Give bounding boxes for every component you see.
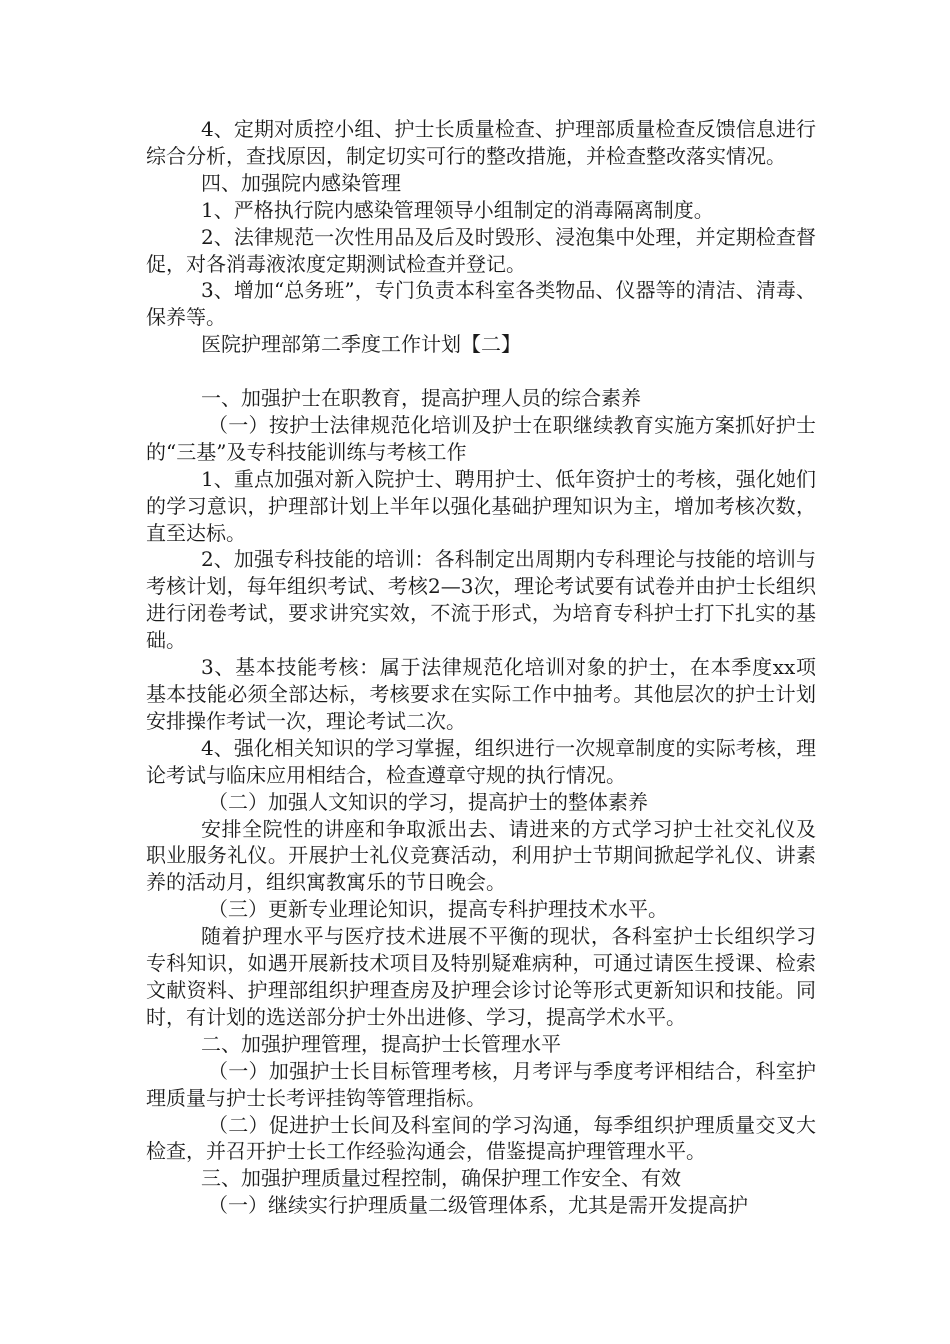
paragraph: （二）加强人文知识的学习，提高护士的整体素养	[208, 789, 648, 814]
document-body	[146, 116, 816, 1219]
paragraph: 4、强化相关知识的学习掌握，组织进行一次规章制度的实际考核，理论考试与临床应用相结合，检查遵章守规的执行情况。	[146, 735, 816, 787]
paragraph: 四、加强院内感染管理	[201, 170, 401, 195]
paragraph: （一）按护士法律规范化培训及护士在职继续教育实施方案抓好护士的“三基”及专科技能训练与考核工作	[146, 412, 816, 464]
paragraph: 一、加强护士在职教育，提高护理人员的综合素养	[201, 386, 641, 411]
paragraph: （一）继续实行护理质量二级管理体系，尤其是需开发提高护	[208, 1193, 748, 1218]
blank-line	[146, 358, 816, 385]
paragraph: 2、加强专科技能的培训：各科制定出周期内专科理论与技能的培训与考核计划，每年组织考试、考核2—3次，理论考试要有试卷并由护士长组织进行闭卷考试，要求讲究实效，不流于形式，为培育专科护士打下扎实的基础。	[146, 547, 816, 653]
paragraph: 4、定期对质控小组、护士长质量检查、护理部质量检查反馈信息进行综合分析，查找原因，制定切实可行的整改措施，并检查整改落实情况。	[146, 117, 816, 168]
paragraph: 1、重点加强对新入院护士、聘用护士、低年资护士的考核，强化她们的学习意识，护理部计划上半年以强化基础护理知识为主，增加考核次数，直至达标。	[146, 466, 816, 545]
paragraph: 1、严格执行院内感染管理领导小组制定的消毒隔离制度。	[201, 197, 714, 222]
paragraph: 安排全院性的讲座和争取派出去、请进来的方式学习护士社交礼仪及职业服务礼仪。开展护士礼仪竞赛活动，利用护士节期间掀起学礼仪、讲素养的活动月，组织寓教寓乐的节日晚会。	[146, 816, 816, 895]
paragraph: 医院护理部第二季度工作计划【二】	[201, 332, 521, 357]
paragraph: 三、加强护理质量过程控制，确保护理工作安全、有效	[201, 1166, 681, 1191]
paragraph: 随着护理水平与医疗技术进展不平衡的现状，各科室护士长组织学习专科知识，如遇开展新技术项目及特别疑难病种，可通过请医生授课、检索文献资料、护理部组织护理查房及护理会诊讨论等形式更新知识和技能。同时，有计划的选送部分护士外出进修、学习，提高学术水平。	[146, 924, 816, 1029]
paragraph: （三）更新专业理论知识，提高专科护理技术水平。	[208, 897, 668, 922]
paragraph: 3、基本技能考核：属于法律规范化培训对象的护士，在本季度xx项基本技能必须全部达标，考核要求在实际工作中抽考。其他层次的护士计划安排操作考试一次，理论考试二次。	[146, 655, 816, 733]
paragraph: （一）加强护士长目标管理考核，月考评与季度考评相结合，科室护理质量与护士长考评挂钩等管理指标。	[146, 1058, 816, 1110]
paragraph: （二）促进护士长间及科室间的学习沟通，每季组织护理质量交叉大检查，并召开护士长工作经验沟通会，借鉴提高护理管理水平。	[146, 1112, 816, 1164]
paragraph: 二、加强护理管理，提高护士长管理水平	[201, 1031, 561, 1056]
paragraph: 2、法律规范一次性用品及后及时毁形、浸泡集中处理，并定期检查督促，对各消毒液浓度定期测试检查并登记。	[146, 224, 816, 276]
paragraph: 3、增加“总务班”，专门负责本科室各类物品、仪器等的清洁、清毒、保养等。	[146, 278, 816, 330]
